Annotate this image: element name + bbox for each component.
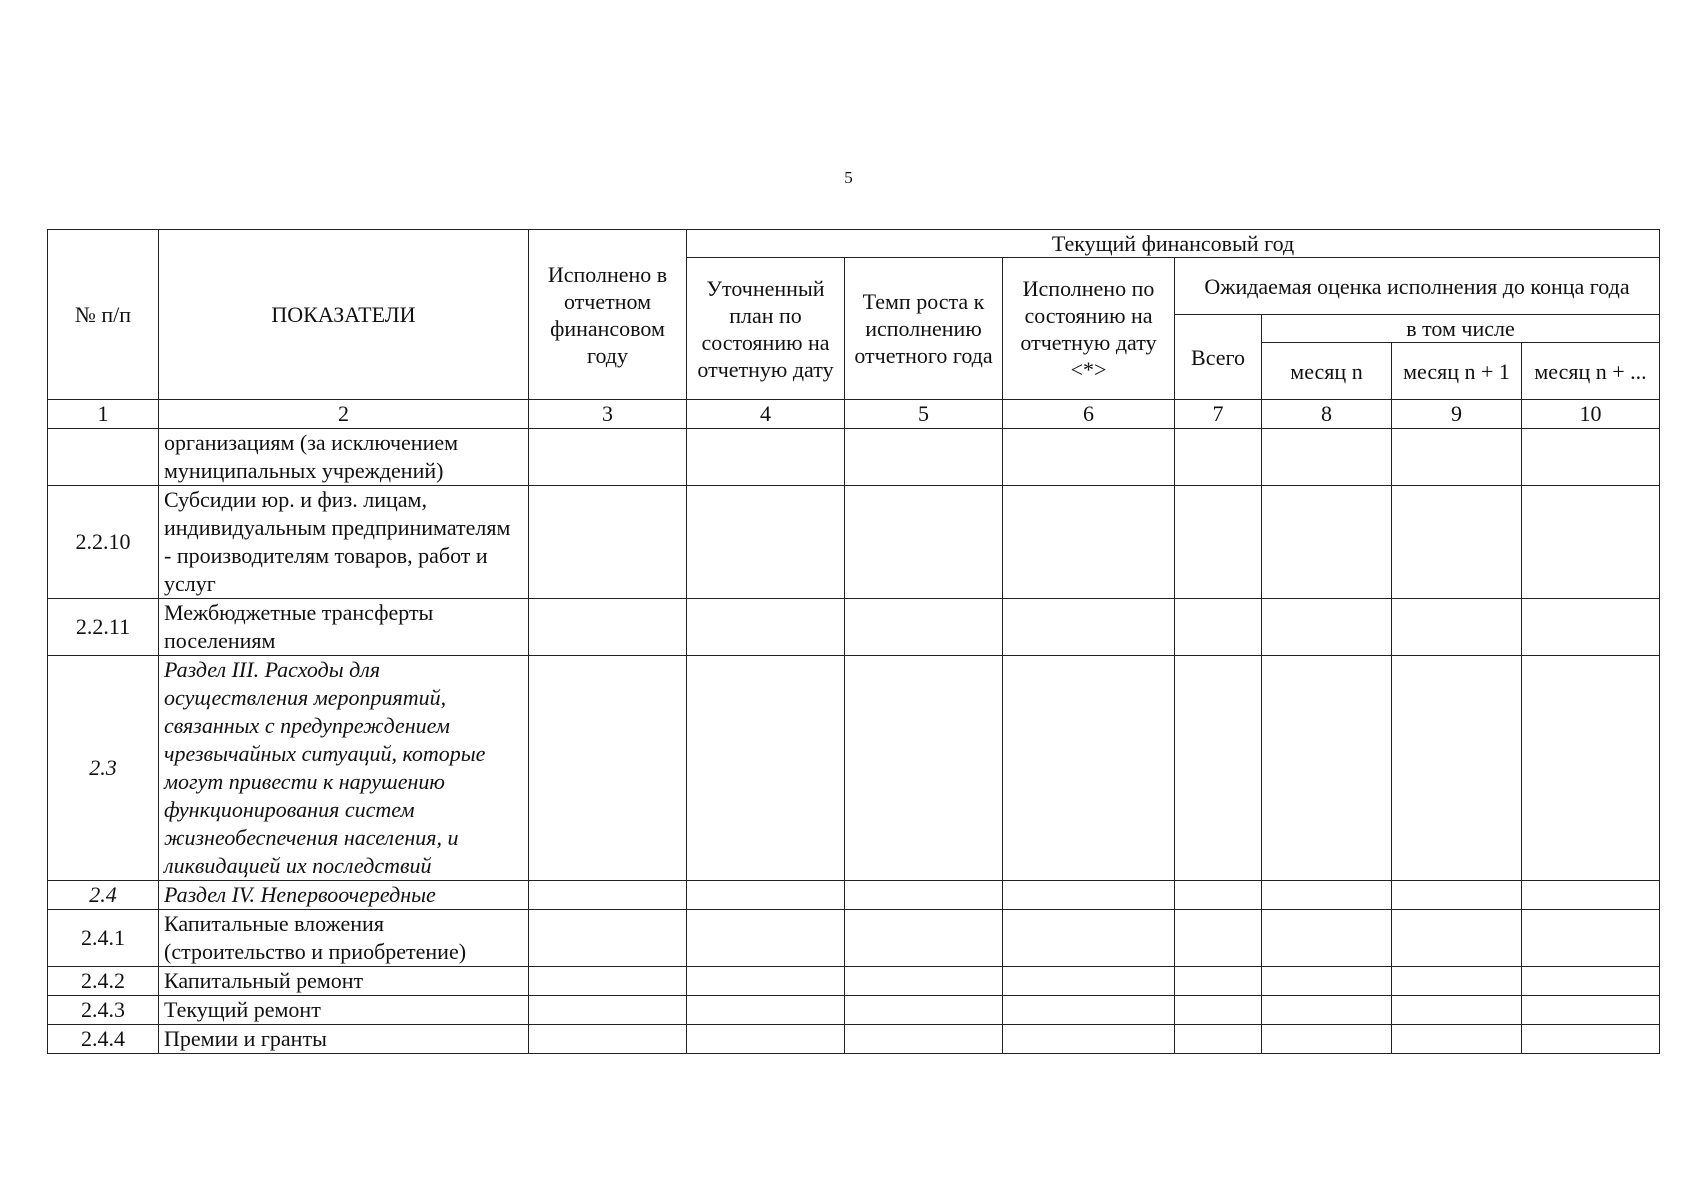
row-label: организациям (за исключением муниципальных учреждений) <box>159 429 529 486</box>
table-row <box>48 599 1660 656</box>
data-cell <box>1522 996 1660 1025</box>
header-month-nx: месяц n + ... <box>1522 343 1660 400</box>
column-number: 4 <box>687 400 845 429</box>
row-label: Раздел IV. Непервоочередные <box>159 881 529 910</box>
table-row <box>48 656 1660 881</box>
table-row <box>48 1025 1660 1054</box>
data-cell <box>1175 486 1262 599</box>
data-cell <box>1522 910 1660 967</box>
data-cell <box>1262 1025 1392 1054</box>
data-cell <box>687 486 845 599</box>
row-label: Текущий ремонт <box>159 996 529 1025</box>
row-number: 2.4.4 <box>48 1025 159 1054</box>
data-cell <box>1522 881 1660 910</box>
data-cell <box>1262 599 1392 656</box>
data-cell <box>687 429 845 486</box>
data-cell <box>1392 910 1522 967</box>
data-cell <box>1522 599 1660 656</box>
data-cell <box>1522 656 1660 881</box>
data-cell <box>687 910 845 967</box>
data-cell <box>1262 996 1392 1025</box>
data-cell <box>1262 967 1392 996</box>
data-cell <box>687 996 845 1025</box>
column-number: 6 <box>1003 400 1175 429</box>
data-cell <box>687 599 845 656</box>
table-row <box>48 967 1660 996</box>
data-cell <box>1392 967 1522 996</box>
header-expected-estimate: Ожидаемая оценка исполнения до конца года <box>1175 258 1660 315</box>
data-cell <box>1175 967 1262 996</box>
column-number: 5 <box>845 400 1003 429</box>
data-cell <box>845 486 1003 599</box>
table-body <box>48 429 1660 1054</box>
data-cell <box>1392 1025 1522 1054</box>
table-row <box>48 429 1660 486</box>
data-cell <box>529 656 687 881</box>
header-refined-plan: Уточненный план по состоянию на отчетную дату <box>687 258 845 400</box>
data-cell <box>1262 656 1392 881</box>
data-cell <box>1392 996 1522 1025</box>
data-cell <box>1392 429 1522 486</box>
data-cell <box>845 599 1003 656</box>
header-executed-prev-year: Исполнено в отчетном финансовом году <box>529 230 687 400</box>
data-cell <box>1175 429 1262 486</box>
row-number: 2.2.11 <box>48 599 159 656</box>
data-cell <box>1262 486 1392 599</box>
row-number: 2.4.3 <box>48 996 159 1025</box>
data-cell <box>1522 486 1660 599</box>
row-label: Раздел III. Расходы для осуществления мероприятий, связанных с предупреждением чрезвычайных ситуаций, которые могут привести к нарушению функционирования систем жизнеобеспечения населения, и ликвидацией их последствий <box>159 656 529 881</box>
row-label: Межбюджетные трансферты поселениям <box>159 599 529 656</box>
row-number: 2.2.10 <box>48 486 159 599</box>
data-cell <box>529 429 687 486</box>
row-number: 2.4.1 <box>48 910 159 967</box>
data-cell <box>1003 656 1175 881</box>
data-cell <box>1175 656 1262 881</box>
data-cell <box>845 996 1003 1025</box>
data-cell <box>845 1025 1003 1054</box>
data-cell <box>687 881 845 910</box>
data-cell <box>1175 1025 1262 1054</box>
header-current-year: Текущий финансовый год <box>687 230 1660 258</box>
data-cell <box>1262 910 1392 967</box>
row-number <box>48 429 159 486</box>
data-cell <box>1003 429 1175 486</box>
data-cell <box>845 910 1003 967</box>
data-cell <box>845 656 1003 881</box>
column-number: 9 <box>1392 400 1522 429</box>
row-number: 2.4.2 <box>48 967 159 996</box>
header-month-n1: месяц n + 1 <box>1392 343 1522 400</box>
data-cell <box>1175 910 1262 967</box>
table-row <box>48 996 1660 1025</box>
data-cell <box>687 656 845 881</box>
table-row <box>48 910 1660 967</box>
header-total: Всего <box>1175 315 1262 400</box>
column-number: 3 <box>529 400 687 429</box>
column-number-row <box>48 400 1660 429</box>
header-month-n: месяц n <box>1262 343 1392 400</box>
data-cell <box>687 1025 845 1054</box>
data-cell <box>1175 599 1262 656</box>
data-cell <box>845 967 1003 996</box>
row-label: Премии и гранты <box>159 1025 529 1054</box>
data-cell <box>845 881 1003 910</box>
data-cell <box>1522 967 1660 996</box>
column-number: 1 <box>48 400 159 429</box>
table-row <box>48 486 1660 599</box>
table-row <box>48 881 1660 910</box>
data-cell <box>1392 486 1522 599</box>
data-cell <box>1392 656 1522 881</box>
data-cell <box>687 967 845 996</box>
page-number: 5 <box>844 168 853 187</box>
data-cell <box>529 1025 687 1054</box>
row-number: 2.4 <box>48 881 159 910</box>
data-cell <box>529 996 687 1025</box>
data-cell <box>529 486 687 599</box>
header-including: в том числе <box>1262 315 1660 343</box>
row-label: Капитальные вложения (строительство и приобретение) <box>159 910 529 967</box>
column-number: 7 <box>1175 400 1262 429</box>
header-num: № п/п <box>48 230 159 400</box>
data-cell <box>1262 429 1392 486</box>
data-cell <box>529 910 687 967</box>
row-number: 2.3 <box>48 656 159 881</box>
data-cell <box>1392 881 1522 910</box>
data-cell <box>529 599 687 656</box>
data-cell <box>1003 1025 1175 1054</box>
report-table <box>47 229 1660 1054</box>
row-label: Капитальный ремонт <box>159 967 529 996</box>
data-cell <box>529 967 687 996</box>
data-cell <box>1522 1025 1660 1054</box>
column-number: 10 <box>1522 400 1660 429</box>
data-cell <box>1003 881 1175 910</box>
header-indicators: ПОКАЗАТЕЛИ <box>159 230 529 400</box>
data-cell <box>845 429 1003 486</box>
data-cell <box>1262 881 1392 910</box>
header-executed-date: Исполнено по состоянию на отчетную дату <*> <box>1003 258 1175 400</box>
data-cell <box>1175 996 1262 1025</box>
header-growth-rate: Темп роста к исполнению отчетного года <box>845 258 1003 400</box>
data-cell <box>529 881 687 910</box>
data-cell <box>1003 486 1175 599</box>
data-cell <box>1175 881 1262 910</box>
column-number: 8 <box>1262 400 1392 429</box>
column-number: 2 <box>159 400 529 429</box>
data-cell <box>1003 599 1175 656</box>
data-cell <box>1003 967 1175 996</box>
data-cell <box>1003 910 1175 967</box>
row-label: Субсидии юр. и физ. лицам, индивидуальным предпринимателям - производителям товаров, работ и услуг <box>159 486 529 599</box>
data-cell <box>1522 429 1660 486</box>
data-cell <box>1003 996 1175 1025</box>
data-cell <box>1392 599 1522 656</box>
